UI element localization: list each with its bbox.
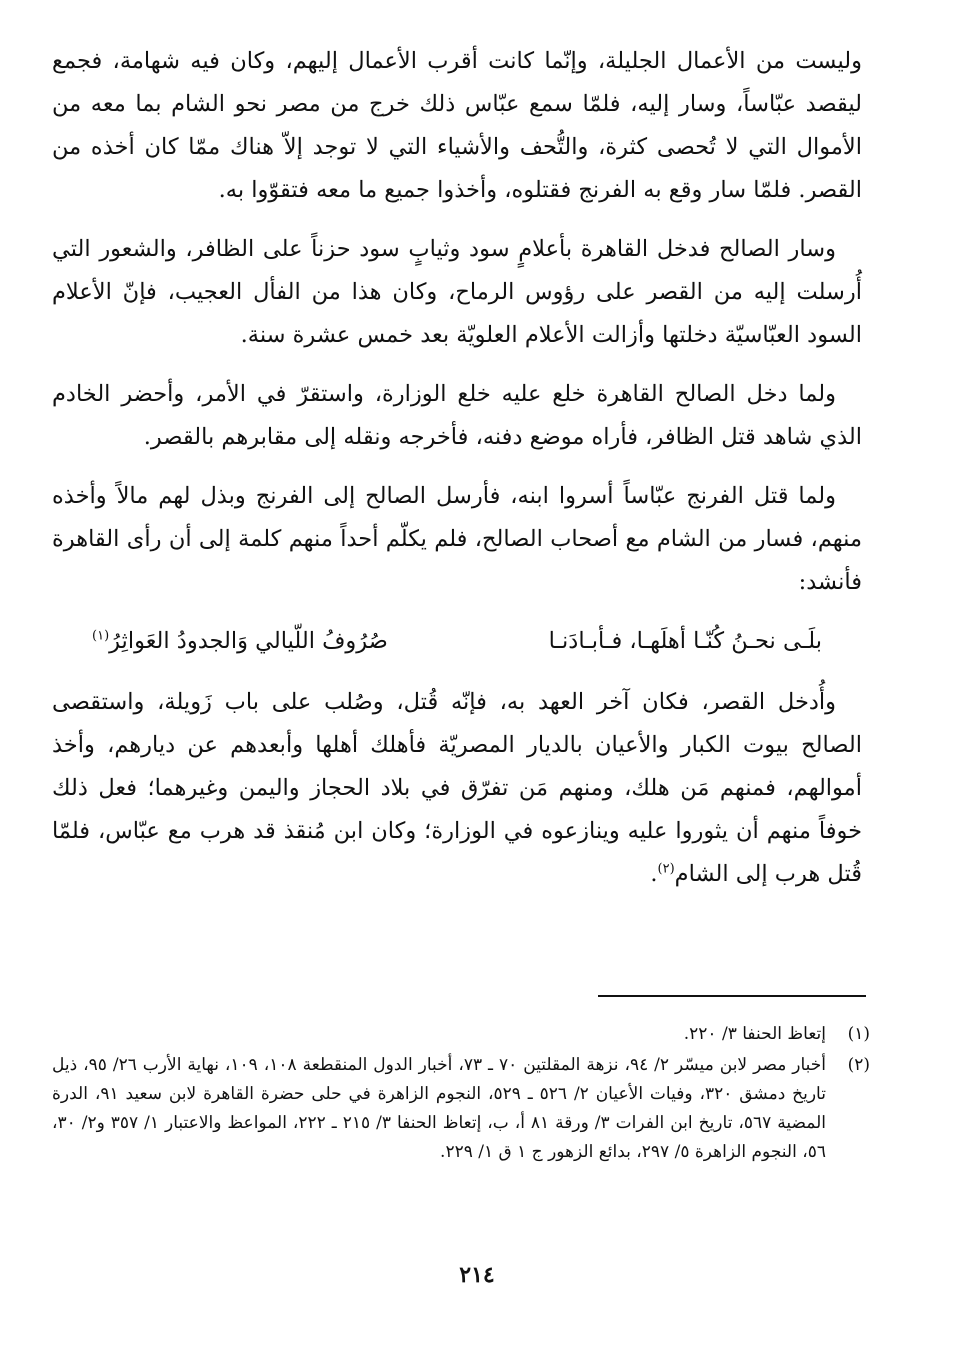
footnote-1 [52,1020,870,1049]
footnote-text: أخبار مصر لابن ميسّر ٢/ ٩٤، نزهة المقلتين ٧٠ ـ ٧٣، أخبار الدول المنقطعة ١٠٨، ١٠٩، نهاية الأرب ٢٦/ ٩٥، ذيل تاريخ دمشق ٣٢٠، وفيات الأعيان ٢/ ٥٢٦ ـ ٥٢٩، النجوم الزاهرة في حلى حضرة القاهرة لابن سعيد ٩١، الدرة المضية ٥٦٧، تاريخ ابن الفرات ٣/ ورقة ٨١ أ، ب، إتعاظ الحنفا ٣/ ٢١٥ ـ ٢٢٢، المواعظ والاعتبار ١/ ٣٥٧ و٢/ ٣٠، ٥٦، النجوم الزاهرة ٥/ ٢٩٧، بدائع الزهور ج ١ ق ١/ ٢٢٩. [52,1055,826,1162]
paragraph-5-end: . [650,861,658,887]
paragraph-2: وسار الصالح فدخل القاهرة بأعلامٍ سود وثيابٍ سود حزناً على الظافر، والشعور التي أُرسلت إليه من القصر على رؤوس الرماح، وكان هذا من الفأل العجيب، فإنّ الأعلام السود العبّاسيّة دخلتها وأزالت الأعلام العلويّة بعد خمس عشرة سنة. [52,236,862,348]
verse-first-hemistich: بلَـى نحـنُ كُنّـا أهلَهـا، فـأبـادَنـا [548,628,822,654]
paragraph-4: ولما قتل الفرنج عبّاساً أسروا ابنه، فأرسل الصالح إلى الفرنج وبذل لهم مالاً وأخذه منهم، فسار من الشام مع أصحاب الصالح، فلم يكلّم أحداً منهم كلمة إلى أن رأى القاهرة فأنشد: [52,483,862,595]
footnote-marker-1: (١) [92,628,110,644]
page-number: ٢١٤ [459,1262,495,1288]
verse-second-text: صُرُوفُ اللّيالي وَالجدودُ العَواثِرُ [109,628,388,654]
footnote-number: (١) [847,1024,870,1044]
footnote-marker-2: (٢) [657,861,675,877]
footnotes [52,1020,870,1169]
verse-second-hemistich [92,620,388,663]
paragraph-3: ولما دخل الصالح القاهرة خلع عليه خلع الوزارة، واستقرّ في الأمر، وأحضر الخادم الذي شاهد قتل الظافر، فأراه موضع دفنه، فأخرجه ونقله إلى مقابرهم بالقصر. [52,381,862,450]
footnote-separator [598,995,866,997]
poetry-verse [92,620,822,663]
footnote-text: إتعاظ الحنفا ٣/ ٢٢٠. [683,1024,826,1044]
paragraph-5 [52,681,862,896]
main-text [52,40,862,912]
footnote-number: (٢) [847,1055,870,1075]
paragraph-5-text: وأُدخل القصر، فكان آخر العهد به، فإنّه قُتل، وصُلب على باب زَويلة، واستقصى الصالح بيوت الكبار والأعيان بالديار المصريّة فأهلك أهلها وأبعدهم عن ديارهم، وأخذ أموالهم، فمنهم مَن هلك، ومنهم مَن تفرّق في بلاد الحجاز واليمن وغيرهما؛ فعل ذلك خوفاً منهم أن يثوروا عليه وينازعوه في الوزارة؛ وكان ابن مُنقذ قد هرب مع عبّاس، فلمّا قُتل هرب إلى الشام [52,689,862,887]
paragraph-1: وليست من الأعمال الجليلة، وإنّما كانت أقرب الأعمال إليهم، وكان فيه شهامة، فجمع ليقصد عبّاساً، وسار إليه، فلمّا سمع عبّاس ذلك خرج من مصر نحو الشام بما معه من الأموال التي لا تُحصى كثرة، والتُّحف والأشياء التي لا توجد إلاّ هناك ممّا كان أخذه من القصر. فلمّا سار وقع به الفرنج فقتلوه، وأخذوا جميع ما معه فتقوّوا به. [52,48,862,203]
footnote-2 [52,1051,870,1167]
